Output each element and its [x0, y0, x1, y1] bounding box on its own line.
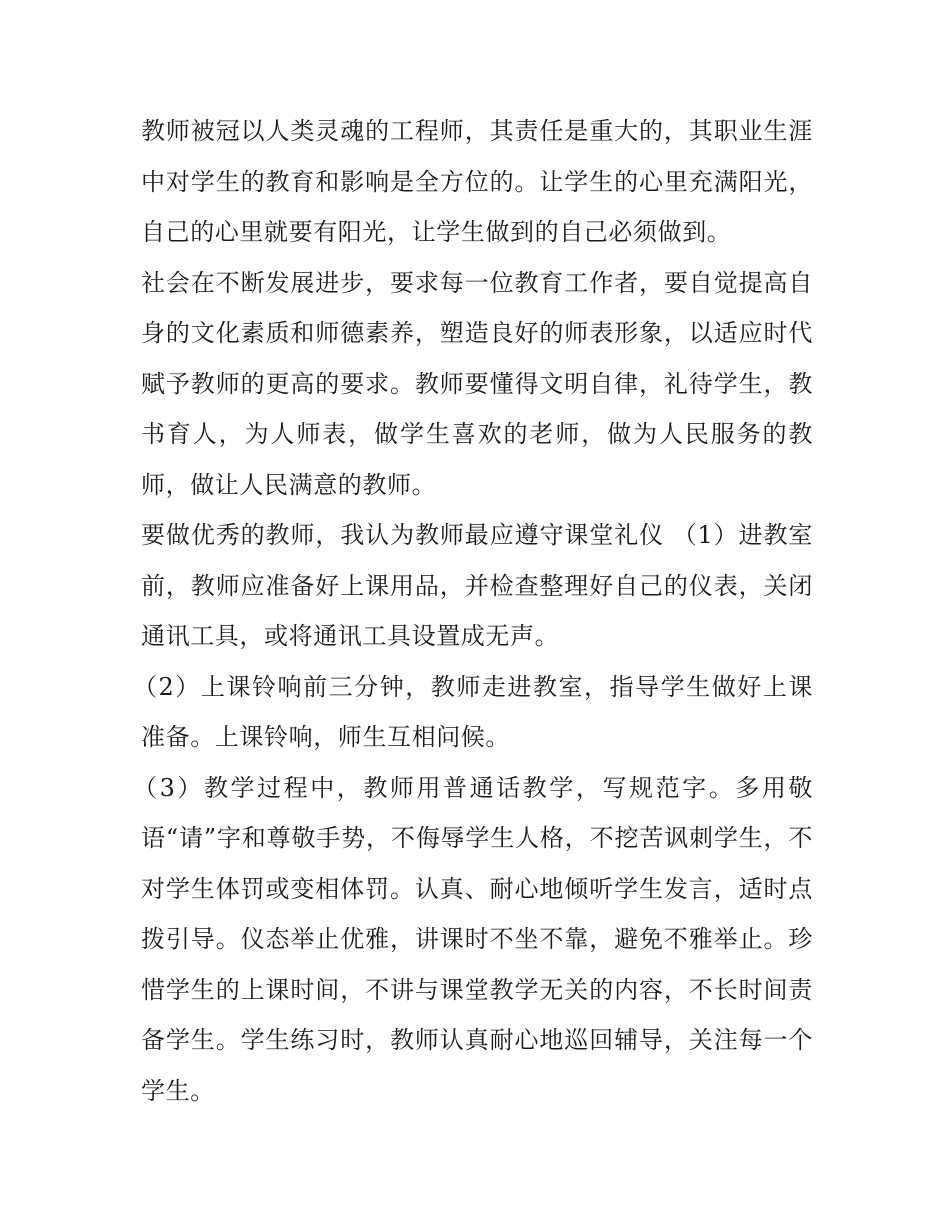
document-body [133, 106, 813, 1116]
paragraph-etiquette-item-2: （2）上课铃响前三分钟，教师走进教室，指导学生做好上课准备。上课铃响，师生互相问候。 [133, 672, 813, 751]
paragraph-social-development: 社会在不断发展进步，要求每一位教育工作者，要自觉提高自身的文化素质和师德素养，塑造良好的师表形象，以适应时代赋予教师的更高的要求。教师要懂得文明自律，礼待学生，教书育人，为人师表，做学生喜欢的老师，做为人民服务的教师，做让人民满意的教师。 [141, 268, 813, 499]
paragraph-etiquette-item-3: （3）教学过程中，教师用普通话教学，写规范字。多用敬语“请”字和尊敬手势，不侮辱学生人格，不挖苦讽刺学生，不对学生体罚或变相体罚。认真、耐心地倾听学生发言，适时点拨引导。仪态举止优雅，讲课时不坐不靠，避免不雅举止。珍惜学生的上课时间，不讲与课堂教学无关的内容，不长时间责备学生。学生练习时，教师认真耐心地巡回辅导，关注每一个学生。 [133, 773, 813, 1105]
paragraph-classroom-etiquette: 要做优秀的教师，我认为教师最应遵守课堂礼仪 （1）进教室前，教师应准备好上课用品，并检查整理好自己的仪表，关闭通讯工具，或将通讯工具设置成无声。 [141, 521, 813, 650]
paragraph-teacher-responsibility: 教师被冠以人类灵魂的工程师，其责任是重大的，其职业生涯中对学生的教育和影响是全方位的。让学生的心里充满阳光，自己的心里就要有阳光，让学生做到的自己必须做到。 [141, 117, 813, 246]
